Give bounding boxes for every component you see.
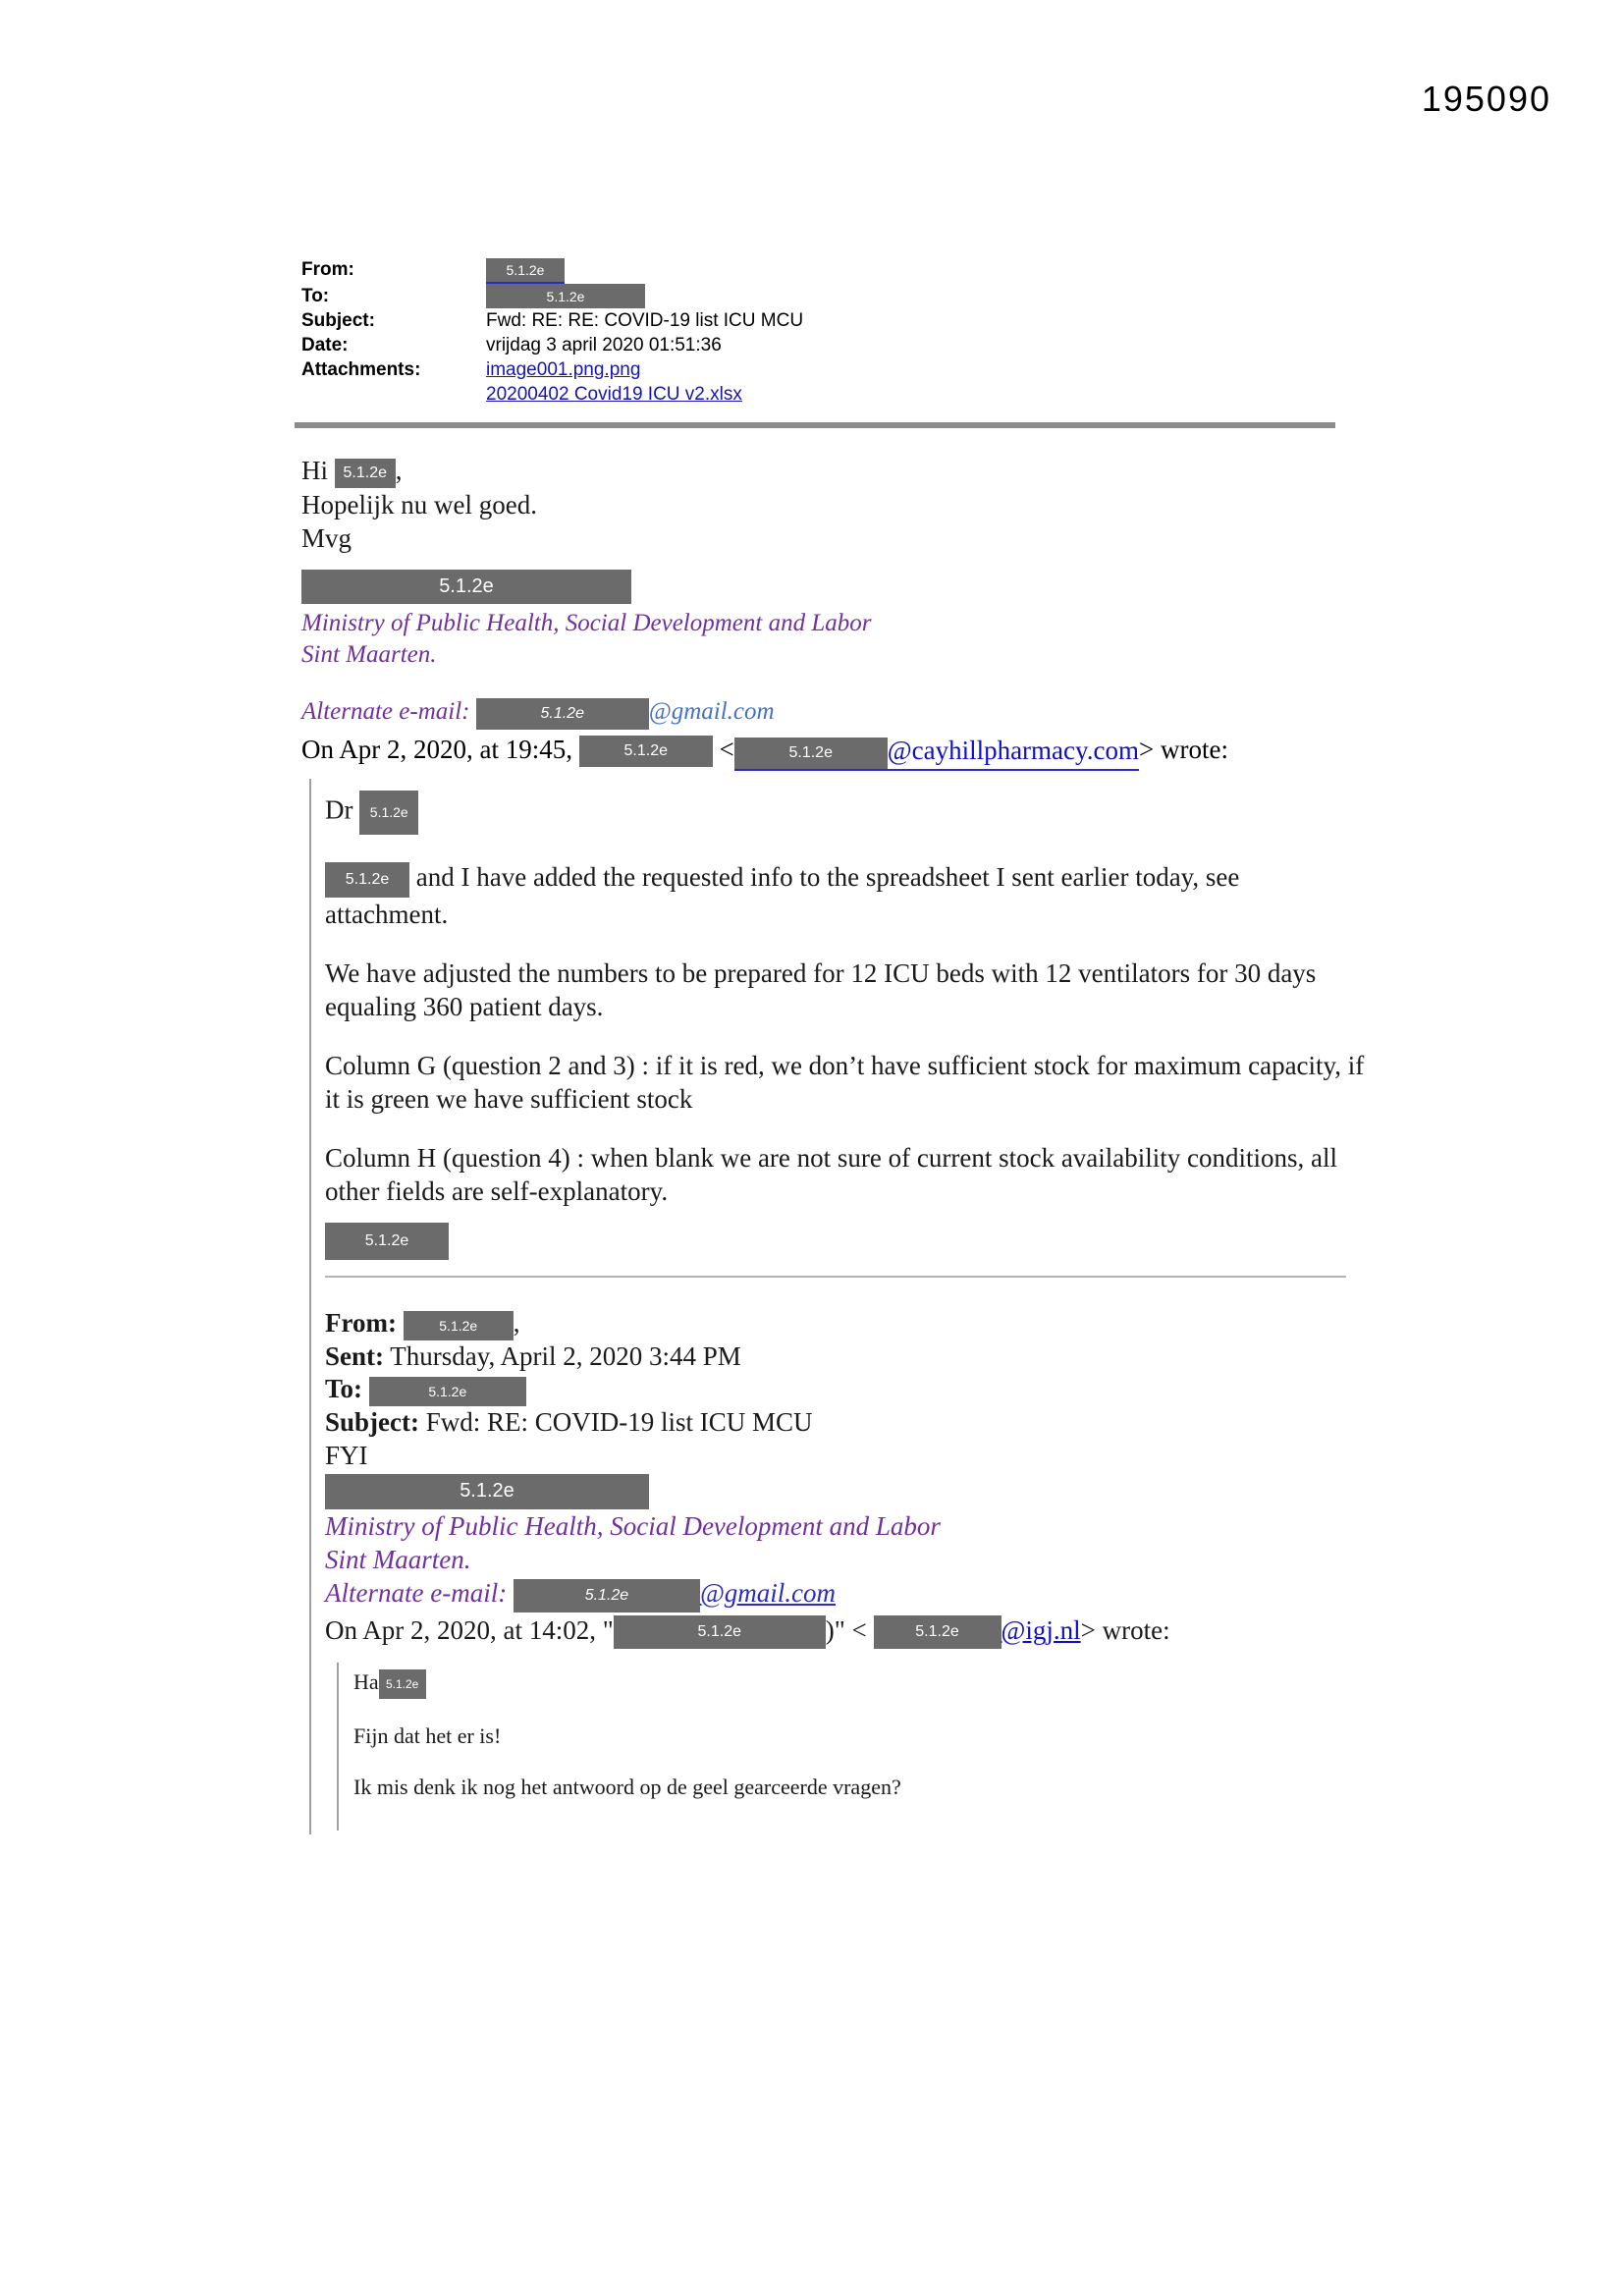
page-number: 195090 bbox=[1421, 79, 1551, 119]
fwd-from-comma: , bbox=[513, 1308, 520, 1339]
attachment-link-xlsx[interactable]: 20200402 Covid19 ICU v2.xlsx bbox=[486, 384, 742, 406]
quoted-intro-2-mid: )" < bbox=[825, 1614, 867, 1645]
redaction-box: 5.1.2e bbox=[301, 570, 631, 604]
redaction-box: 5.1.2e bbox=[325, 1474, 649, 1509]
to-label: To: bbox=[301, 286, 330, 306]
header-row-to bbox=[301, 284, 1389, 308]
redaction-box: 5.1.2e bbox=[486, 258, 565, 282]
quoted-intro-1-suffix: > wrote: bbox=[1139, 734, 1228, 764]
fwd-from-line bbox=[325, 1307, 1368, 1340]
fwd-subject-line bbox=[325, 1406, 1368, 1439]
salutation-text: Dr bbox=[325, 794, 353, 825]
location-line-2: Sint Maarten. bbox=[325, 1544, 471, 1574]
quoted-intro-1-prefix: On Apr 2, 2020, at 19:45, bbox=[301, 734, 572, 764]
email-header bbox=[301, 257, 1389, 407]
subject-label: Subject: bbox=[301, 310, 375, 332]
gmail-link-2[interactable]: @gmail.com bbox=[699, 1577, 837, 1608]
subject-value: Fwd: RE: RE: COVID-19 list ICU MCU bbox=[486, 310, 804, 332]
body-paragraph-4: Column H (question 4) : when blank we are not sure of current stock availability conditions, all other fields are self-explanatory. bbox=[325, 1142, 1338, 1206]
fyi-text: FYI bbox=[325, 1440, 368, 1470]
thin-divider bbox=[325, 1276, 1346, 1278]
redaction-box: 5.1.2e bbox=[514, 1579, 700, 1613]
redaction-box: 5.1.2e bbox=[734, 738, 888, 769]
ha-line bbox=[353, 1668, 1368, 1699]
attachments-value bbox=[486, 357, 1389, 407]
fwd-subject-value: Fwd: RE: COVID-19 list ICU MCU bbox=[425, 1406, 813, 1437]
ministry-line-1: Ministry of Public Health, Social Development and Labor bbox=[301, 610, 872, 637]
redaction-box: 5.1.2e bbox=[325, 862, 409, 898]
quoted-intro-2 bbox=[325, 1613, 1368, 1650]
fwd-to-line bbox=[325, 1373, 1368, 1406]
redaction-box: 5.1.2e bbox=[404, 1311, 514, 1340]
nested-line-2: Ik mis denk ik nog het antwoord op de geel gearceerde vragen? bbox=[353, 1775, 901, 1800]
attachment-link-image[interactable]: image001.png.png bbox=[486, 359, 641, 381]
attachments-label: Attachments: bbox=[301, 359, 421, 381]
forwarded-header bbox=[325, 1307, 1368, 1439]
body-paragraph-3: Column G (question 2 and 3) : if it is red, we don’t have sufficient stock for maximum capacity, if it is green we have sufficient stock bbox=[325, 1050, 1365, 1114]
body-paragraph-1 bbox=[325, 860, 1368, 931]
greeting-text: Hi bbox=[301, 456, 328, 486]
fwd-sent-line bbox=[325, 1340, 1368, 1373]
quoted-email-2 bbox=[337, 1663, 1368, 1831]
redaction-box: 5.1.2e bbox=[325, 1223, 449, 1260]
redaction-box: 5.1.2e bbox=[614, 1615, 826, 1649]
signature-block-2 bbox=[325, 1472, 1368, 1613]
greeting-block bbox=[301, 454, 1389, 555]
redaction-box: 5.1.2e bbox=[874, 1615, 1001, 1649]
fwd-sent-value: Thursday, April 2, 2020 3:44 PM bbox=[390, 1341, 741, 1372]
redaction-box: 5.1.2e bbox=[476, 698, 649, 730]
redaction-box: 5.1.2e bbox=[335, 459, 396, 488]
alternate-email-line-2 bbox=[325, 1576, 1368, 1613]
gmail-link-1[interactable]: @gmail.com bbox=[648, 698, 775, 726]
from-label: From: bbox=[301, 259, 354, 280]
ministry-line-2: Ministry of Public Health, Social Development and Labor bbox=[325, 1510, 941, 1541]
redaction-box: 5.1.2e bbox=[486, 284, 645, 308]
redaction-block-row bbox=[325, 1223, 1368, 1261]
date-value: vrijdag 3 april 2020 01:51:36 bbox=[486, 335, 722, 356]
salutation-line bbox=[325, 791, 1368, 835]
quoted-intro-2-suffix: > wrote: bbox=[1080, 1614, 1170, 1645]
header-row-date bbox=[301, 333, 1389, 357]
body-paragraph-2: We have adjusted the numbers to be prepared for 12 ICU beds with 12 ventilators for 30 days equaling 360 patient days. bbox=[325, 957, 1317, 1021]
fwd-subject-label: Subject: bbox=[325, 1406, 419, 1437]
header-row-from bbox=[301, 257, 1389, 284]
nested-line-1: Fijn dat het er is! bbox=[353, 1723, 502, 1749]
redaction-box: 5.1.2e bbox=[359, 791, 418, 835]
quoted-intro-1-lt: < bbox=[719, 734, 734, 764]
ha-text: Ha bbox=[353, 1669, 379, 1695]
location-line-1: Sint Maarten. bbox=[301, 641, 437, 669]
signature-block-1 bbox=[301, 570, 1389, 729]
alternate-email-label-2: Alternate e-mail: bbox=[325, 1577, 508, 1608]
redaction-box: 5.1.2e bbox=[579, 736, 713, 767]
quoted-intro-2-prefix: On Apr 2, 2020, at 14:02, " bbox=[325, 1614, 614, 1645]
quoted-intro-1 bbox=[301, 732, 1389, 771]
paragraph-1-text: and I have added the requested info to the spreadsheet I sent earlier today, see attachment. bbox=[325, 861, 1240, 929]
message-line-1: Hopelijk nu wel goed. bbox=[301, 490, 537, 520]
signature-redaction-row bbox=[301, 570, 1389, 604]
redaction-box: 5.1.2e bbox=[379, 1669, 426, 1699]
alternate-email-label-1: Alternate e-mail: bbox=[301, 698, 470, 726]
header-row-attachments bbox=[301, 357, 1389, 407]
to-value bbox=[486, 284, 1389, 308]
greeting-line bbox=[301, 454, 1389, 488]
fwd-from-label: From: bbox=[325, 1308, 397, 1339]
message-line-2: Mvg bbox=[301, 523, 352, 554]
email-content bbox=[301, 257, 1389, 1834]
from-value bbox=[486, 257, 1389, 284]
header-row-subject bbox=[301, 308, 1389, 333]
signature-2-redaction-row bbox=[325, 1472, 1368, 1509]
cayhill-link[interactable]: @cayhillpharmacy.com bbox=[887, 735, 1139, 765]
separator-rule bbox=[295, 422, 1335, 428]
alternate-email-line-1 bbox=[301, 696, 1389, 729]
fwd-sent-label: Sent: bbox=[325, 1341, 384, 1372]
date-label: Date: bbox=[301, 335, 349, 356]
quoted-email-1 bbox=[309, 779, 1368, 1835]
fwd-to-label: To: bbox=[325, 1374, 363, 1404]
redaction-box: 5.1.2e bbox=[369, 1377, 526, 1406]
greeting-comma: , bbox=[395, 456, 403, 486]
igj-link[interactable]: @igj.nl bbox=[1001, 1614, 1081, 1645]
